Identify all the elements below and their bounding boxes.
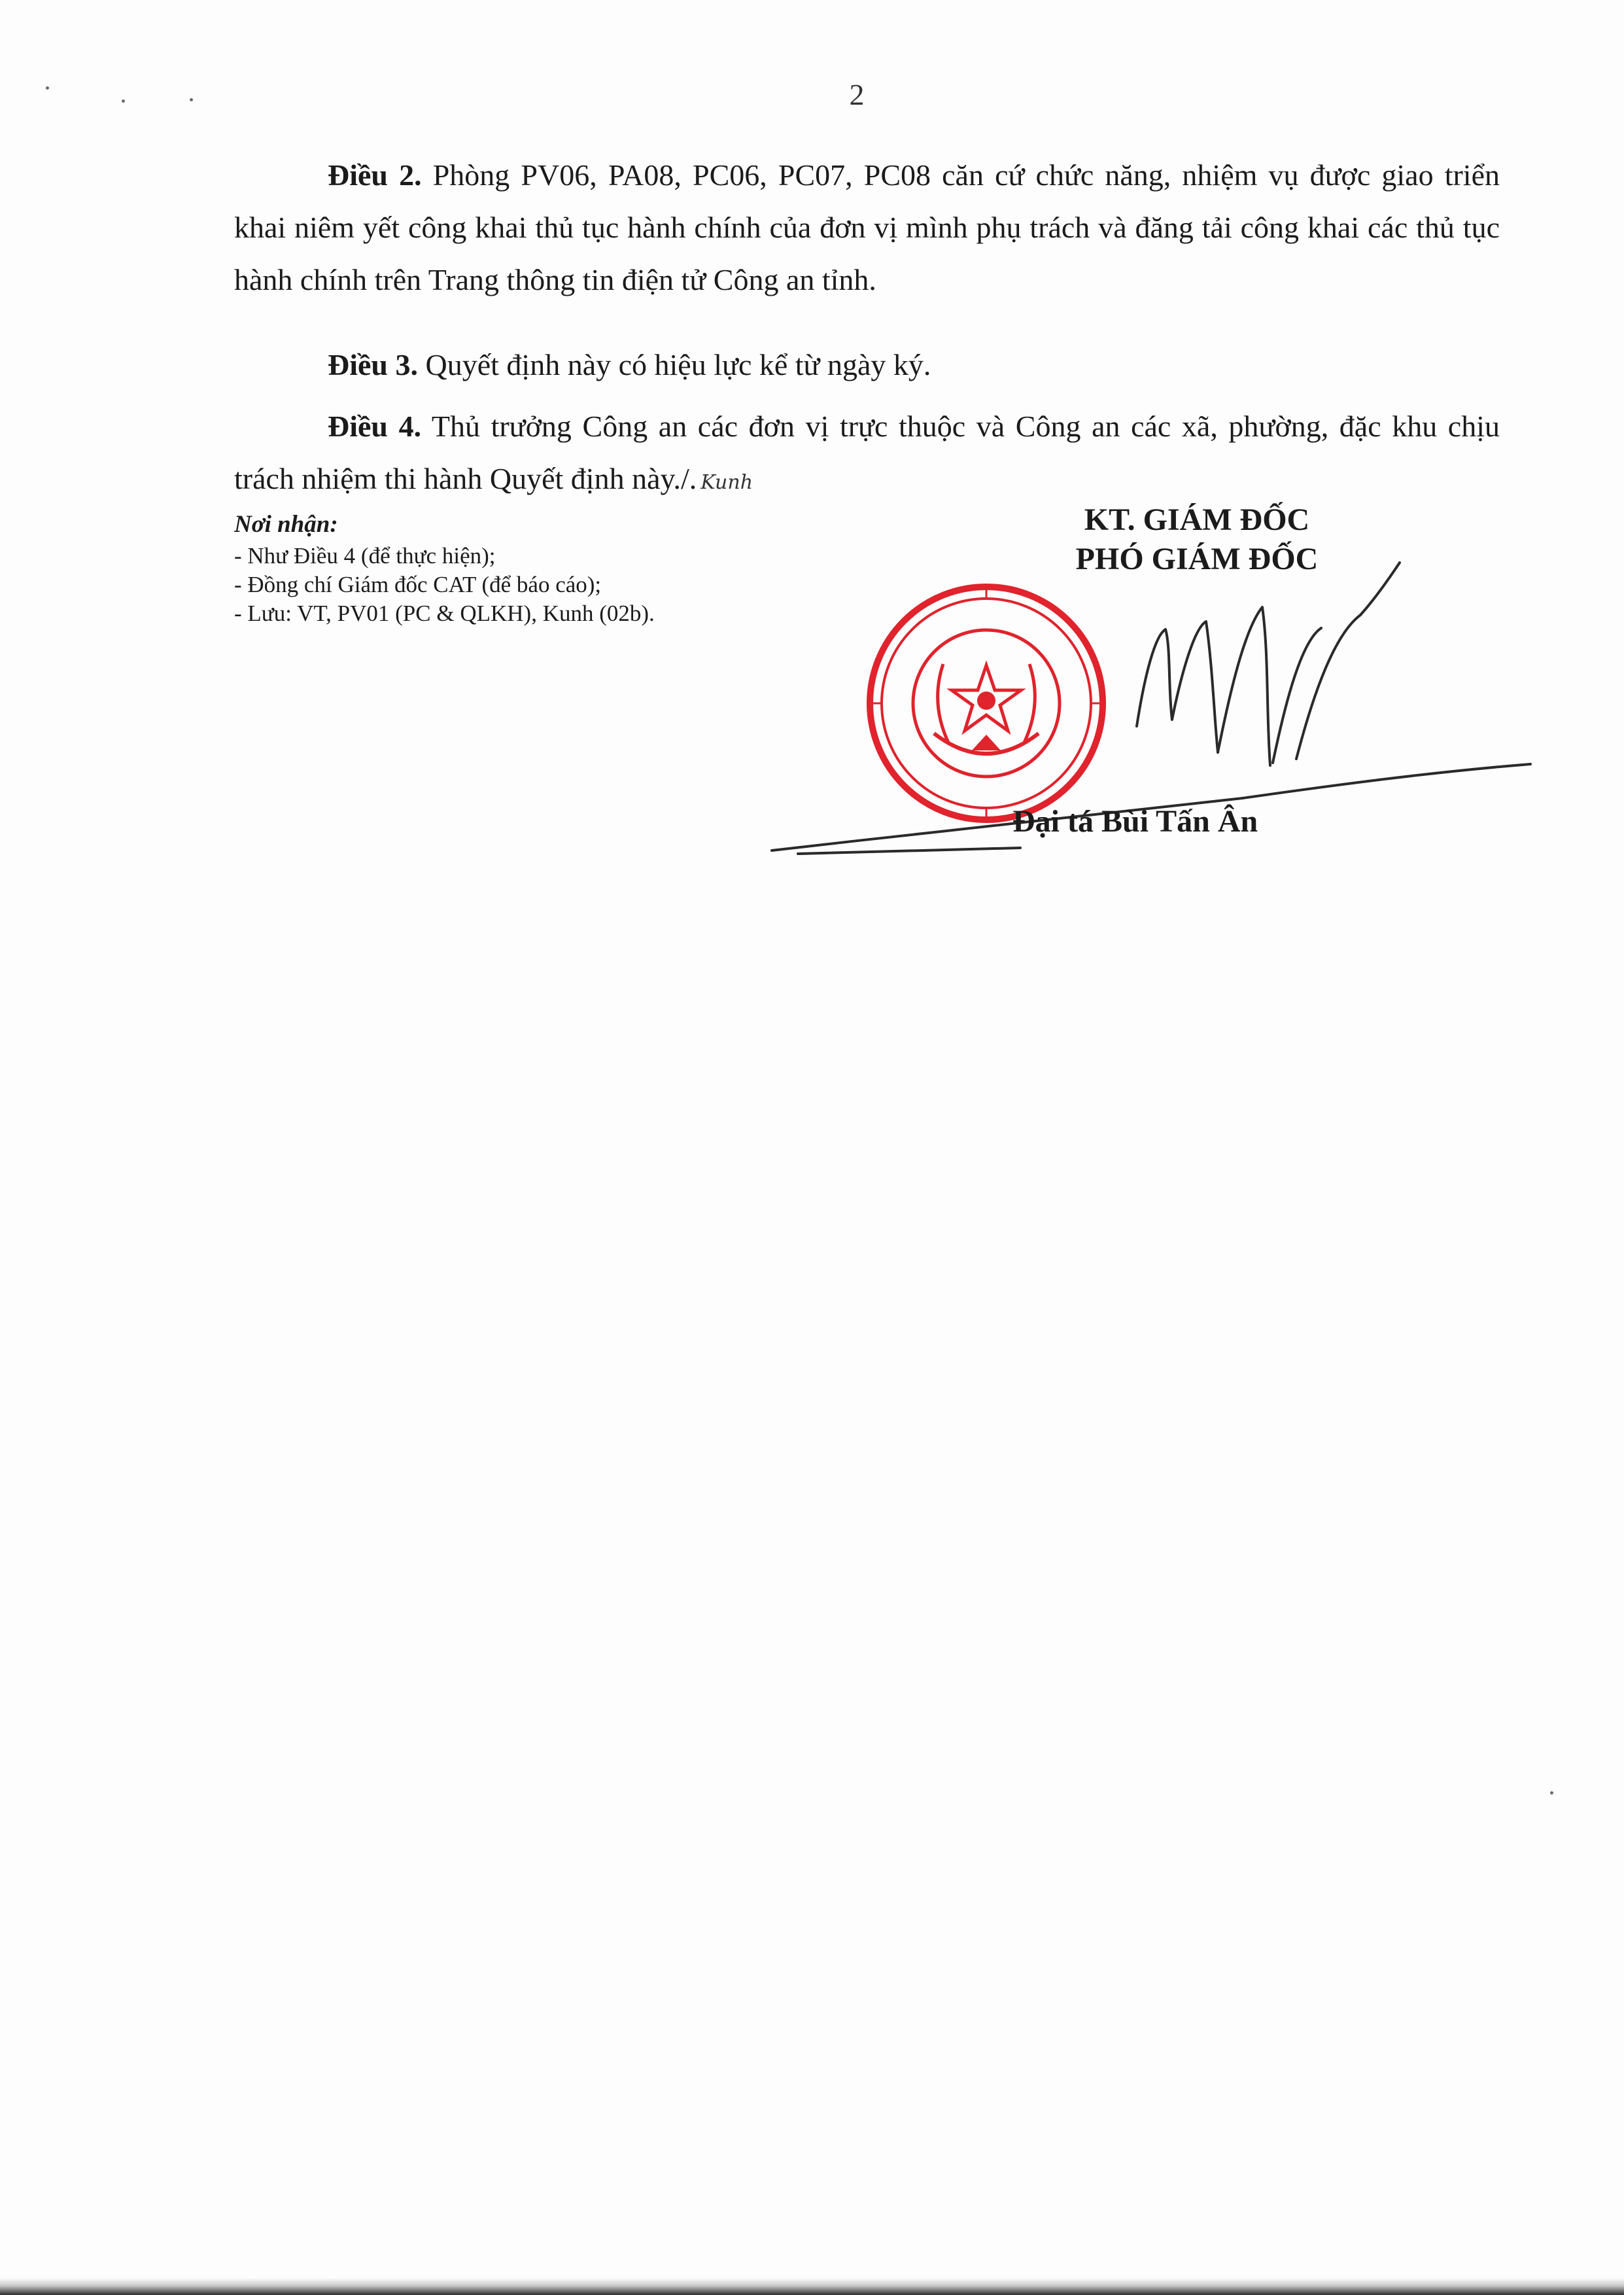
signature-block [968, 500, 1426, 579]
article-text: Quyết định này có hiệu lực kể từ ngày ký. [425, 348, 931, 381]
article-4 [234, 400, 1500, 509]
signer-title-line2: PHÓ GIÁM ĐỐC [1075, 542, 1319, 576]
recipients-title: Nơi nhận: [234, 511, 338, 538]
article-2 [234, 149, 1500, 306]
signer-name: Đại tá Bùi Tấn Ân [1012, 804, 1258, 839]
recipient-item: - Như Điều 4 (để thực hiện); [234, 543, 496, 569]
scan-edge [0, 2278, 1624, 2295]
handwritten-initials: Kunh [700, 471, 753, 494]
scan-speck [1550, 1791, 1553, 1795]
page-number: 2 [849, 78, 865, 111]
article-text: Thủ trưởng Công an các đơn vị trực thuộc và Công an các xã, phường, đặc khu chịu trách nhiệm thi hành Quyết định này./. [234, 410, 1500, 495]
recipient-item: - Lưu: VT, PV01 (PC & QLKH), Kunh (02b). [234, 601, 655, 626]
article-label: Điều 2. [328, 158, 422, 192]
signer-title-line1: KT. GIÁM ĐỐC [1084, 502, 1310, 537]
article-text: Phòng PV06, PA08, PC06, PC07, PC08 căn cứ chức năng, nhiệm vụ được giao triển khai niêm yết công khai thủ tục hành chính của đơn vị mình phụ trách và đăng tải công khai các thủ tục hành chính trên Trang thông tin điện tử Công an tỉnh. [234, 158, 1500, 296]
article-3 [234, 339, 1500, 391]
recipients-list [234, 542, 823, 628]
article-label: Điều 4. [328, 410, 422, 443]
recipient-item: - Đồng chí Giám đốc CAT (để báo cáo); [234, 572, 602, 597]
recipients-block [234, 510, 823, 628]
article-label: Điều 3. [328, 348, 418, 381]
